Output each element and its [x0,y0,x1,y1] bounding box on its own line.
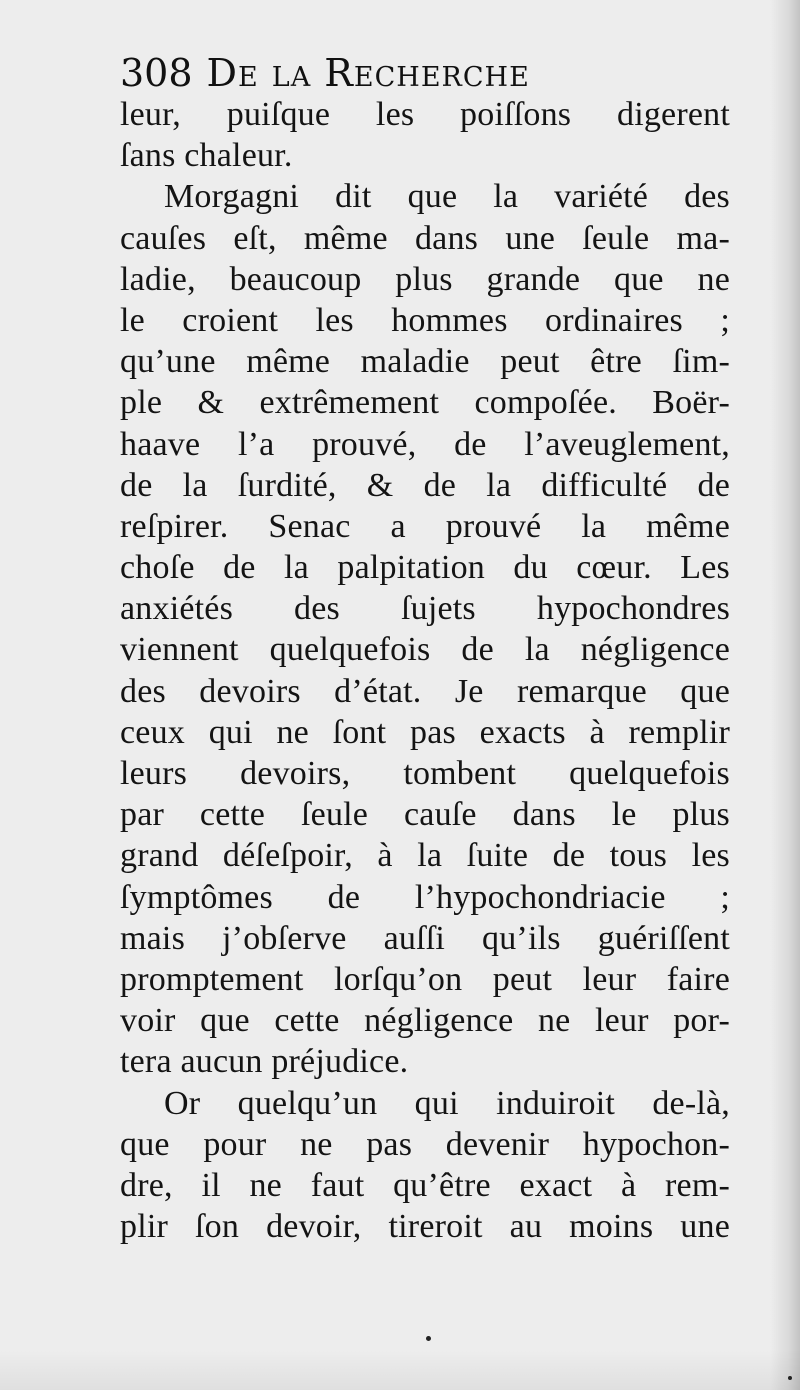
text-line: ladie, beaucoup plus grande que ne [120,260,730,298]
running-title: De la Recherche [206,51,530,95]
text-line: viennent quelquefois de la négligence [120,631,730,669]
text-line: leur, puiſque les poiſſons digerent [120,96,730,133]
page-bottom-shadow [0,1350,800,1390]
text-line: ple & extrêmement compoſée. Boër- [120,384,730,422]
page-header [120,48,640,98]
text-line: grand déſeſpoir, à la ſuite de tous les [120,837,730,875]
text-line: Or quelqu’un qui induiroit de-là, [164,1084,730,1122]
text-line: ſans chaleur. [120,137,293,175]
text-line: Morgagni dit que la variété des [164,178,730,216]
text-line: haave l’a prouvé, de l’aveuglement, [120,425,730,463]
text-line: que pour ne pas devenir hypochon- [120,1125,730,1163]
text-line: choſe de la palpitation du cœur. Les [120,549,730,587]
text-line: de la ſurdité, & de la difficulté de [120,466,730,504]
text-line: mais j’obſerve auſſi qu’ils guériſſent [120,919,730,957]
text-line: par cette ſeule cauſe dans le plus [120,796,730,834]
text-line: des devoirs d’état. Je remarque que [120,672,730,710]
text-line: ceux qui ne ſont pas exacts à remplir [120,713,730,751]
text-line: promptement lorſqu’on peut leur faire [120,960,730,998]
text-line: le croient les hommes ordinaires ; [120,301,730,339]
text-line: plir ſon devoir, tireroit au moins une [120,1208,730,1246]
text-line: voir que cette négligence ne leur por- [120,1002,730,1040]
text-line: tera aucun préjudice. [120,1043,409,1081]
text-line: dre, il ne faut qu’être exact à rem- [120,1166,730,1204]
ink-speck [788,1376,792,1380]
text-line: anxiétés des ſujets hypochondres [120,590,730,628]
text-line: cauſes eſt, même dans une ſeule ma- [120,219,730,257]
page-edge-shadow [770,0,800,1390]
page-number: 308 [120,51,193,95]
body-text [120,94,730,1247]
text-line: reſpirer. Senac a prouvé la même [120,507,730,545]
text-line: qu’une même maladie peut être ſim- [120,343,730,381]
ink-speck [426,1336,431,1341]
text-line: ſymptômes de l’hypochondriacie ; [120,878,730,916]
text-line: leurs devoirs, tombent quelquefois [120,755,730,792]
